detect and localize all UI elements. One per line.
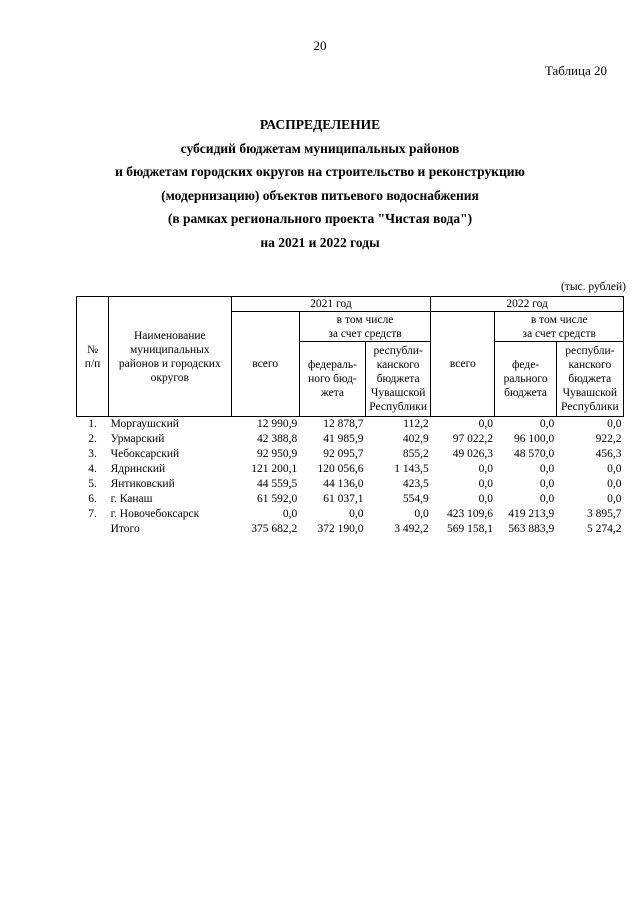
table-label: Таблица 20 [544, 63, 607, 78]
title-line: субсидий бюджетам муниципальных районов [180, 140, 460, 156]
table-row [77, 507, 624, 522]
federal-2022: 96 100,0 [513, 433, 555, 445]
total-2021: 0,0 [282, 508, 298, 520]
total-2022: 569 158,1 [446, 523, 493, 535]
total-2021: 375 682,2 [251, 523, 298, 535]
row-name: г. Новочебоксарск [110, 508, 200, 520]
total-2021: 92 950,9 [257, 448, 298, 460]
federal-2022: 419 213,9 [508, 508, 555, 520]
row-number: 2. [88, 433, 97, 445]
page-number: 20 [313, 38, 327, 53]
header-incl-2022: в том числе за счет средств [495, 312, 624, 342]
republic-2021: 402,9 [402, 433, 429, 445]
total-2022: 0,0 [478, 493, 493, 505]
table-row [77, 477, 624, 492]
total-2022: 423 109,6 [446, 508, 493, 520]
title-line: и бюджетам городских округов на строительство и реконструкцию [115, 164, 525, 179]
republic-2021: 423,5 [402, 478, 429, 490]
republic-2022: 0,0 [607, 493, 622, 505]
header-total-2021: всего [231, 312, 299, 417]
republic-2021: 554,9 [402, 493, 429, 505]
title-line: на 2021 и 2022 годы [260, 234, 380, 250]
row-name: Ядринский [110, 463, 166, 475]
header-year-2021: 2021 год [231, 297, 431, 312]
total-2021: 121 200,1 [251, 463, 298, 475]
republic-2021: 0,0 [414, 508, 429, 520]
title-line: РАСПРЕДЕЛЕНИЕ [259, 117, 381, 132]
total-2022: 0,0 [478, 478, 493, 490]
federal-2021: 61 037,1 [323, 493, 364, 505]
row-number [77, 522, 109, 537]
row-number: 4. [88, 463, 97, 475]
republic-2022: 0,0 [607, 463, 622, 475]
total-2021: 42 388,8 [257, 433, 298, 445]
republic-2021: 112,2 [403, 418, 429, 430]
republic-2022: 0,0 [607, 418, 622, 430]
federal-2022: 48 570,0 [513, 448, 555, 460]
title-line: (модернизацию) объектов питьевого водоснабжения [161, 187, 479, 203]
total-2021: 44 559,5 [257, 478, 298, 490]
federal-2022: 0,0 [539, 493, 555, 505]
header-name: Наименование муниципальных районов и городских округов [109, 297, 231, 417]
header-federal-2021: федераль- ного бюд- жета [299, 342, 365, 417]
total-2021: 61 592,0 [257, 493, 298, 505]
header-total-2022: всего [431, 312, 495, 417]
units-label: (тыс. рублей) [560, 281, 626, 293]
table-row [77, 432, 624, 447]
total-2022: 49 026,3 [452, 448, 493, 460]
table-row [77, 492, 624, 507]
total-2022: 0,0 [478, 418, 493, 430]
republic-2022: 5 274,2 [587, 523, 622, 535]
header-republic-2022: республи- канского бюджета Чувашской Республики [556, 342, 623, 417]
republic-2021: 1 143,5 [394, 463, 429, 475]
federal-2021: 12 878,7 [323, 418, 364, 430]
total-2021: 12 990,9 [257, 418, 298, 430]
federal-2021: 44 136,0 [323, 478, 364, 490]
table-row [77, 462, 624, 477]
table-total-row [77, 522, 624, 537]
title-line: (в рамках регионального проекта "Чистая вода") [167, 211, 473, 226]
federal-2022: 0,0 [539, 463, 555, 475]
document-title [0, 113, 640, 254]
row-name: Итого [110, 523, 140, 535]
row-name: Урмарский [110, 433, 165, 445]
row-number: 5. [88, 478, 97, 490]
federal-2021: 120 056,6 [317, 463, 364, 475]
row-name: Моргаушский [110, 418, 179, 430]
republic-2021: 3 492,2 [394, 523, 429, 535]
federal-2022: 0,0 [539, 478, 555, 490]
republic-2022: 456,3 [595, 448, 622, 460]
federal-2022: 563 883,9 [508, 523, 555, 535]
federal-2022: 0,0 [539, 418, 555, 430]
total-2022: 0,0 [478, 463, 493, 475]
row-number: 7. [88, 508, 97, 520]
total-2022: 97 022,2 [452, 433, 493, 445]
federal-2021: 372 190,0 [317, 523, 364, 535]
header-republic-2021: республи- канского бюджета Чувашской Республики [366, 342, 431, 417]
header-year-2022: 2022 год [431, 297, 624, 312]
republic-2022: 0,0 [607, 478, 622, 490]
row-number: 6. [88, 493, 97, 505]
row-name: г. Канаш [110, 493, 153, 505]
header-num: № п/п [77, 297, 109, 417]
federal-2021: 41 985,9 [323, 433, 364, 445]
table-row [77, 417, 624, 433]
header-federal-2022: феде- рального бюджета [495, 342, 556, 417]
row-name: Янтиковский [110, 478, 175, 490]
republic-2022: 3 895,7 [587, 508, 622, 520]
federal-2021: 92 095,7 [323, 448, 364, 460]
row-name: Чебоксарский [110, 448, 180, 460]
row-number: 3. [88, 448, 97, 460]
federal-2021: 0,0 [349, 508, 364, 520]
republic-2021: 855,2 [402, 448, 429, 460]
republic-2022: 922,2 [595, 433, 622, 445]
table-row [77, 447, 624, 462]
row-number: 1. [88, 418, 97, 430]
distribution-table [76, 296, 624, 537]
header-incl-2021: в том числе за счет средств [299, 312, 430, 342]
